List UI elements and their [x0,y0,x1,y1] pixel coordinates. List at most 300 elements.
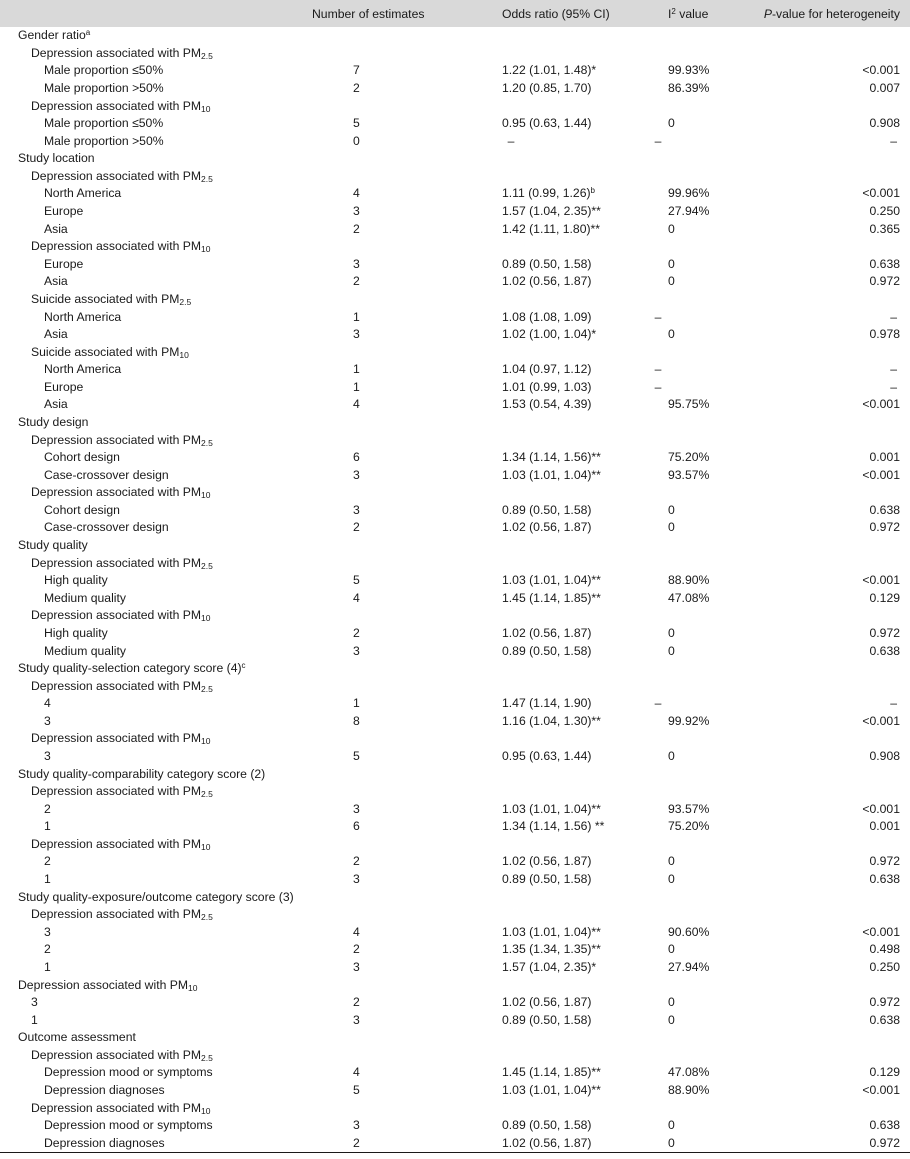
p-value-cell-text: – [890,133,897,148]
row-label-text: Depression associated with PM [31,1100,202,1115]
number-of-estimates-cell [296,660,456,678]
odds-ratio-cell-text: 1.45 (1.14, 1.85)** [502,1065,601,1080]
p-value-cell-text: 0.972 [869,995,900,1010]
row-label-text: 2 [44,942,51,957]
number-of-estimates-cell [296,361,456,379]
row-label-text: Study quality-selection category score (4) [18,661,242,676]
odds-ratio-cell [456,273,626,291]
number-of-estimates-cell [296,238,456,256]
i2-value-cell [626,836,728,854]
row-label-text: Study quality [18,538,88,553]
table-row [0,906,910,924]
p-value-cell [728,748,910,766]
table-row [0,625,910,643]
odds-ratio-cell [456,308,626,326]
odds-ratio-cell-text: 0.89 (0.50, 1.58) [502,872,592,887]
row-label-text: North America [44,186,122,201]
row-label-text: Europe [44,256,84,271]
i2-value-cell-text: 90.60% [668,924,710,939]
table-row [0,748,910,766]
i2-value-cell [626,888,728,906]
row-label-text: Gender ratio [18,28,86,43]
i2-value-cell [626,994,728,1012]
p-value-cell-text: – [890,362,897,377]
p-value-cell [728,537,910,555]
table-row [0,783,910,801]
number-of-estimates-cell [296,730,456,748]
number-of-estimates-cell [296,27,456,45]
odds-ratio-cell-text: 1.03 (1.01, 1.04)** [502,573,601,588]
p-value-cell [728,449,910,467]
p-value-cell [728,642,910,660]
number-of-estimates-cell [296,168,456,186]
i2-value-cell [626,976,728,994]
row-label-text: Depression diagnoses [44,1135,165,1150]
number-of-estimates-cell [296,203,456,221]
row-label [0,1134,296,1152]
number-of-estimates-cell [296,449,456,467]
p-value-cell-text: 0.129 [869,590,900,605]
i2-value-cell [626,62,728,80]
pm-subscript: 10 [179,349,189,360]
table-row [0,800,910,818]
number-of-estimates-cell [296,765,456,783]
number-of-estimates-cell [296,1011,456,1029]
number-of-estimates-cell-text: 3 [353,327,360,342]
odds-ratio-cell [456,343,626,361]
number-of-estimates-cell [296,80,456,98]
number-of-estimates-cell [296,625,456,643]
row-label [0,326,296,344]
section-heading [0,150,296,168]
odds-ratio-cell-text: 0.89 (0.50, 1.58) [502,1012,592,1027]
p-value-cell [728,168,910,186]
row-label-text: Asia [44,327,68,342]
i2-value-cell-text: 47.08% [668,590,710,605]
row-label-text: High quality [44,573,108,588]
table-row [0,238,910,256]
table-row [0,185,910,203]
p-value-cell-text: – [890,309,897,324]
p-value-cell [728,836,910,854]
number-of-estimates-cell [296,607,456,625]
odds-ratio-cell [456,1064,626,1082]
table-row [0,150,910,168]
i2-value-cell [626,80,728,98]
row-label [0,132,296,150]
number-of-estimates-cell-text: 0 [353,133,360,148]
row-label-text: 3 [44,713,51,728]
row-label [0,80,296,98]
odds-ratio-cell-text: 1.03 (1.01, 1.04)** [502,1082,601,1097]
odds-ratio-cell-text: 1.53 (0.54, 4.39) [502,397,592,412]
i2-value-cell [626,625,728,643]
p-value-cell [728,1099,910,1117]
number-of-estimates-cell [296,273,456,291]
i2-value-cell-text: 0 [668,256,675,271]
p-value-cell-text: <0.001 [862,467,900,482]
p-value-cell [728,343,910,361]
number-of-estimates-cell-text: 6 [353,450,360,465]
number-of-estimates-cell-text: 1 [353,696,360,711]
table-row [0,27,910,45]
row-label-text: 1 [44,959,51,974]
odds-ratio-cell [456,1047,626,1065]
odds-ratio-cell [456,818,626,836]
i2-value-cell-text: 0 [668,872,675,887]
i2-value-cell [626,695,728,713]
pm-subscript: 2.5 [201,437,213,448]
row-label [0,1011,296,1029]
row-label [0,185,296,203]
subgroup-heading [0,431,296,449]
odds-ratio-cell-text: 1.57 (1.04, 2.35)* [502,959,597,974]
p-value-cell [728,888,910,906]
number-of-estimates-cell-text: 4 [353,590,360,605]
odds-ratio-cell [456,80,626,98]
row-label-text: Depression associated with PM [31,168,202,183]
i2-value-cell [626,1117,728,1135]
p-value-cell-text: <0.001 [862,397,900,412]
p-value-cell [728,308,910,326]
i2-value-cell [626,256,728,274]
i2-value-cell-text: 0 [668,116,675,131]
row-label [0,1117,296,1135]
pm-subscript: 10 [201,841,211,852]
header-i2-value [626,0,728,27]
row-label-text: Asia [44,397,68,412]
p-value-cell-text: – [890,696,897,711]
subgroup-heading [0,484,296,502]
table-row [0,466,910,484]
subgroup-heading [0,97,296,115]
number-of-estimates-cell [296,1134,456,1152]
i2-value-cell [626,677,728,695]
table-row [0,1117,910,1135]
table-row [0,431,910,449]
header-number-of-estimates: Number of estimates [296,0,456,27]
i2-value-cell [626,466,728,484]
p-value-cell-text: 0.908 [869,748,900,763]
odds-ratio-cell [456,572,626,590]
i2-value-cell [626,27,728,45]
pm-subscript: 2.5 [201,1052,213,1063]
p-value-cell [728,853,910,871]
number-of-estimates-cell-text: 2 [353,274,360,289]
table-row [0,590,910,608]
row-label [0,590,296,608]
table-row [0,994,910,1012]
table-row [0,97,910,115]
i2-value-cell [626,818,728,836]
i2-value-cell [626,379,728,397]
header-p-value [728,0,910,27]
subgroup-heading [0,1047,296,1065]
i2-value-cell [626,396,728,414]
row-label [0,959,296,977]
table-row [0,62,910,80]
row-label [0,695,296,713]
p-value-cell [728,326,910,344]
i2-value-cell [626,537,728,555]
i2-value-cell [626,185,728,203]
p-value-cell [728,959,910,977]
row-label [0,572,296,590]
odds-ratio-cell-text: 1.03 (1.01, 1.04)** [502,467,601,482]
p-value-cell [728,1029,910,1047]
table-row [0,45,910,63]
row-label [0,519,296,537]
i2-value-cell [626,572,728,590]
number-of-estimates-cell [296,572,456,590]
subgroup-heading [0,783,296,801]
table-row [0,923,910,941]
i2-value-cell [626,308,728,326]
number-of-estimates-cell [296,308,456,326]
odds-ratio-cell [456,1099,626,1117]
odds-ratio-cell-text: – [507,133,515,148]
i2-value-cell-text: 47.08% [668,1065,710,1080]
odds-ratio-cell-text: 1.42 (1.11, 1.80)** [502,221,601,236]
number-of-estimates-cell [296,554,456,572]
odds-ratio-cell-text: 1.20 (0.85, 1.70) [502,81,592,96]
number-of-estimates-cell-text: 3 [353,1012,360,1027]
row-label-text: 1 [44,819,51,834]
number-of-estimates-cell [296,994,456,1012]
number-of-estimates-cell [296,941,456,959]
i2-value-cell [626,660,728,678]
table-row [0,888,910,906]
odds-ratio-cell [456,800,626,818]
number-of-estimates-cell-text: 4 [353,1065,360,1080]
number-of-estimates-cell [296,888,456,906]
number-of-estimates-cell-text: 6 [353,819,360,834]
odds-ratio-cell [456,97,626,115]
section-heading [0,414,296,432]
row-label-text: Depression associated with PM [31,836,202,851]
odds-ratio-cell-text: 1.02 (0.56, 1.87) [502,1135,592,1150]
p-value-cell [728,238,910,256]
p-value-cell [728,256,910,274]
i2-value-cell [626,519,728,537]
odds-ratio-cell-text: 0.89 (0.50, 1.58) [502,643,592,658]
odds-ratio-cell [456,45,626,63]
row-label [0,256,296,274]
pm-subscript: 2.5 [201,560,213,571]
row-label-text: 2 [44,854,51,869]
p-value-cell [728,379,910,397]
p-value-cell [728,871,910,889]
odds-ratio-cell [456,695,626,713]
row-label-text: Male proportion >50% [44,81,164,96]
odds-ratio-cell-text: 1.34 (1.14, 1.56)** [502,450,601,465]
p-value-cell [728,466,910,484]
odds-ratio-cell-text: 1.02 (0.56, 1.87) [502,854,592,869]
number-of-estimates-cell [296,959,456,977]
p-value-cell-text: 0.972 [869,274,900,289]
row-label [0,449,296,467]
i2-value-cell [626,1047,728,1065]
table-row [0,1011,910,1029]
table-row [0,871,910,889]
odds-ratio-cell [456,1082,626,1100]
p-value-cell [728,27,910,45]
number-of-estimates-cell [296,976,456,994]
p-value-cell [728,554,910,572]
odds-ratio-cell-text: 1.03 (1.01, 1.04)** [502,924,601,939]
i2-value-cell-text: 93.57% [668,801,710,816]
row-label-text: North America [44,362,122,377]
row-label-text: 3 [44,924,51,939]
p-value-cell [728,1047,910,1065]
header-label [0,0,296,27]
number-of-estimates-cell-text: 3 [353,801,360,816]
i2-value-cell-text: 27.94% [668,204,710,219]
row-label-text: Male proportion >50% [44,133,164,148]
subgroup-heading [0,677,296,695]
odds-ratio-cell [456,396,626,414]
row-label-text: North America [44,309,122,324]
p-value-cell [728,484,910,502]
table-body [0,27,910,1153]
pm-subscript: 10 [201,1105,211,1116]
p-value-cell [728,660,910,678]
odds-ratio-cell [456,185,626,203]
number-of-estimates-cell-text: 3 [353,1118,360,1133]
number-of-estimates-cell [296,256,456,274]
i2-value-cell [626,554,728,572]
table-row [0,115,910,133]
i2-value-cell [626,713,728,731]
odds-ratio-cell-text: 1.16 (1.04, 1.30)** [502,713,601,728]
odds-ratio-cell [456,379,626,397]
i2-value-cell [626,502,728,520]
number-of-estimates-cell-text: 1 [353,362,360,377]
i2-value-cell [626,1029,728,1047]
odds-ratio-cell [456,1134,626,1152]
pm-subscript: 10 [201,613,211,624]
row-label-text: Case-crossover design [44,467,169,482]
row-label-text: Outcome assessment [18,1030,136,1045]
p-value-cell [728,1064,910,1082]
section-heading [0,537,296,555]
row-label [0,923,296,941]
pm-subscript: 2.5 [201,683,213,694]
odds-ratio-cell [456,783,626,801]
i2-value-cell-text: – [654,133,662,148]
number-of-estimates-cell [296,871,456,889]
p-value-cell [728,994,910,1012]
number-of-estimates-cell-text: 5 [353,573,360,588]
i2-value-cell-text: 95.75% [668,397,710,412]
i2-value-cell [626,923,728,941]
header-i2-sup: 2 [671,6,676,16]
number-of-estimates-cell-text: 3 [353,502,360,517]
row-label-text: Medium quality [44,643,126,658]
odds-ratio-cell [456,220,626,238]
header-p-italic: P [763,6,772,21]
i2-value-cell-text: 0 [668,1012,675,1027]
number-of-estimates-cell [296,379,456,397]
table-row [0,554,910,572]
row-label [0,994,296,1012]
pm-subscript: 10 [188,982,198,993]
table-row [0,765,910,783]
table-row [0,343,910,361]
odds-ratio-cell-text: 1.34 (1.14, 1.56) ** [502,819,605,834]
p-value-cell [728,783,910,801]
i2-value-cell [626,730,728,748]
odds-ratio-cell [456,713,626,731]
odds-ratio-cell-text: 1.47 (1.14, 1.90) [502,696,592,711]
odds-ratio-cell-text: 0.89 (0.50, 1.58) [502,502,592,517]
odds-ratio-cell [456,906,626,924]
odds-ratio-cell [456,537,626,555]
p-value-cell-text: 0.001 [869,819,900,834]
p-value-cell-text: – [890,379,897,394]
p-value-cell-text: 0.007 [869,81,900,96]
row-label-text: Cohort design [44,450,120,465]
number-of-estimates-cell-text: 2 [353,854,360,869]
row-label-text: Depression associated with PM [18,977,189,992]
row-label-text: Study quality-exposure/outcome category score (3) [18,889,294,904]
number-of-estimates-cell-text: 2 [353,625,360,640]
table-row [0,730,910,748]
i2-value-cell [626,115,728,133]
i2-value-cell [626,959,728,977]
odds-ratio-cell [456,168,626,186]
p-value-cell-text: 0.972 [869,854,900,869]
odds-ratio-cell [456,730,626,748]
i2-value-cell [626,1011,728,1029]
number-of-estimates-cell [296,537,456,555]
odds-ratio-cell-text: 0.89 (0.50, 1.58) [502,1118,592,1133]
p-value-cell [728,1117,910,1135]
table-row [0,836,910,854]
i2-value-cell-text: 0 [668,1118,675,1133]
table-row [0,361,910,379]
row-label-text: Depression associated with PM [31,784,202,799]
row-label-text: High quality [44,625,108,640]
odds-ratio-cell [456,836,626,854]
p-value-cell-text: 0.638 [869,256,900,271]
i2-value-cell-text: 88.90% [668,573,710,588]
number-of-estimates-cell [296,836,456,854]
row-label [0,62,296,80]
p-value-cell-text: 0.908 [869,116,900,131]
number-of-estimates-cell-text: 7 [353,63,360,78]
number-of-estimates-cell [296,45,456,63]
row-label [0,379,296,397]
odds-ratio-cell-text: 1.08 (1.08, 1.09) [502,309,592,324]
row-label-text: Depression associated with PM [31,731,202,746]
i2-value-cell-text: 75.20% [668,819,710,834]
odds-ratio-cell [456,976,626,994]
i2-value-cell-text: 0 [668,502,675,517]
i2-value-cell [626,168,728,186]
subgroup-heading [0,1099,296,1117]
p-value-cell [728,132,910,150]
row-label-text: Depression associated with PM [31,608,202,623]
number-of-estimates-cell-text: 4 [353,397,360,412]
row-label [0,220,296,238]
row-label-text: 3 [31,995,38,1010]
odds-ratio-cell-text: 0.95 (0.63, 1.44) [502,748,592,763]
p-value-cell-text: 0.250 [869,204,900,219]
subgroup-heading [0,45,296,63]
i2-value-cell [626,150,728,168]
row-label [0,642,296,660]
